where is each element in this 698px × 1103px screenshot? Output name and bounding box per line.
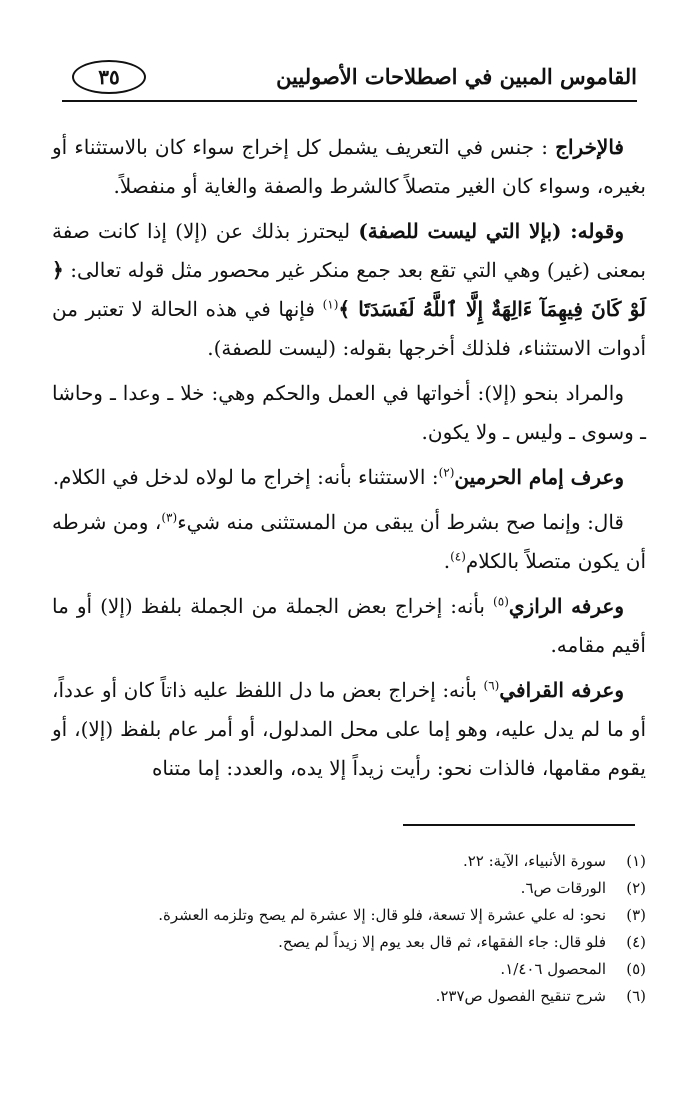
footnote-number: (٥) [626,960,646,978]
footnote-item [60,956,646,983]
paragraph-5 [52,503,646,581]
paragraph-text: فإنها في هذه الحالة لا تعتبر من أدوات الاستثناء، فلذلك أخرجها بقوله: (ليست للصفة). [52,297,646,360]
paragraph-lead: وقوله: (بإلا التي ليست للصفة) [358,219,624,243]
paragraph-lead: وعرف إمام الحرمين [454,465,624,489]
paragraph-text: ليحترز بذلك عن (إلا) إذا كانت صفة بمعنى (غير) وهي التي تقع بعد جمع منكر غير محصور مثل قوله تعالى: [52,219,646,282]
paragraph-lead: وعرفه الرازي [508,594,624,618]
paragraph-6 [52,587,646,665]
footnote-number: (٦) [626,987,646,1005]
header-divider [62,100,637,102]
footnote-ref[interactable]: (٤) [450,549,466,564]
footnote-text: المحصول ١/٤٠٦. [500,960,606,978]
page-number: ٣٥ [72,60,146,94]
footnote-item [60,902,646,929]
paragraph-text: : الاستثناء بأنه: إخراج ما لولاه لدخل في الكلام. [52,465,439,489]
footnote-text: سورة الأنبياء، الآية: ٢٢. [462,852,606,870]
paragraph-1 [52,128,646,206]
paragraph-text: بأنه: إخراج بعض ما دل اللفظ عليه ذاتاً كان أو عدداً، أو ما لم يدل عليه، وهو إما على محل المدلول، أو أمر عام بلفظ (إلا)، أو يقوم مقامها، فالذات نحو: رأيت زيداً إلا يده، والعدد: إما متناه [52,678,647,780]
paragraph-text: : جنس في التعريف يشمل كل إخراج سواء كان بالاستثناء أو بغيره، وسواء كان الغير متصلاً كالشرط والصفة والغاية أو منفصلاً. [52,135,646,198]
paragraph-lead: فالإخراج [555,135,624,159]
footnote-item [60,929,646,956]
paragraph-2 [52,212,646,368]
footnote-text: الورقات ص٦. [520,879,606,897]
quran-verse: ﴿ لَوْ كَانَ فِيهِمَآ ءَالِهَةٌ إِلَّا ٱللَّهُ لَفَسَدَتَا ﴾ [52,258,646,321]
book-title: القاموس المبين في اصطلاحات الأصوليين [276,64,637,89]
footnote-text: فلو قال: جاء الفقهاء، ثم قال بعد يوم إلا زيداً لم يصح. [278,933,606,951]
footnote-ref[interactable]: (٣) [161,510,178,525]
footnote-number: (٣) [626,906,646,924]
footnote-text: شرح تنقيح الفصول ص٢٣٧. [435,987,606,1005]
paragraph-text: . [443,549,451,573]
paragraph-text: ، ومن شرطه أن يكون متصلاً بالكلام [52,510,646,573]
footnote-item [60,848,646,875]
footnote-number: (٢) [626,879,646,897]
footnote-ref[interactable]: (٥) [493,594,509,609]
footnote-divider [403,824,635,826]
paragraph-lead: وعرفه القرافي [499,678,624,702]
footnote-text: نحو: له علي عشرة إلا تسعة، فلو قال: إلا عشرة لم يصح وتلزمه العشرة. [158,906,606,924]
paragraph-3 [52,374,646,452]
footnote-ref[interactable]: (٢) [438,465,455,480]
paragraph-text: بأنه: إخراج بعض الجملة من الجملة بلفظ (إلا) أو ما أقيم مقامه. [52,594,646,657]
footnote-ref[interactable]: (١) [322,297,339,312]
footnote-ref[interactable]: (٦) [483,678,500,693]
footnote-number: (٤) [626,933,646,951]
paragraph-4 [52,458,646,497]
footnote-item [60,875,646,902]
main-text [52,128,646,794]
footnotes [60,848,646,1010]
paragraph-7 [52,671,646,788]
footnote-number: (١) [626,852,646,870]
footnote-item [60,983,646,1010]
paragraph-text: قال: وإنما صح بشرط أن يبقى من المستثنى منه شيء [177,510,624,534]
page-header [62,56,637,104]
paragraph-text: والمراد بنحو (إلا): أخواتها في العمل والحكم وهي: خلا ـ وعدا ـ وحاشا ـ وسوى ـ وليس ـ ولا يكون. [52,381,646,444]
